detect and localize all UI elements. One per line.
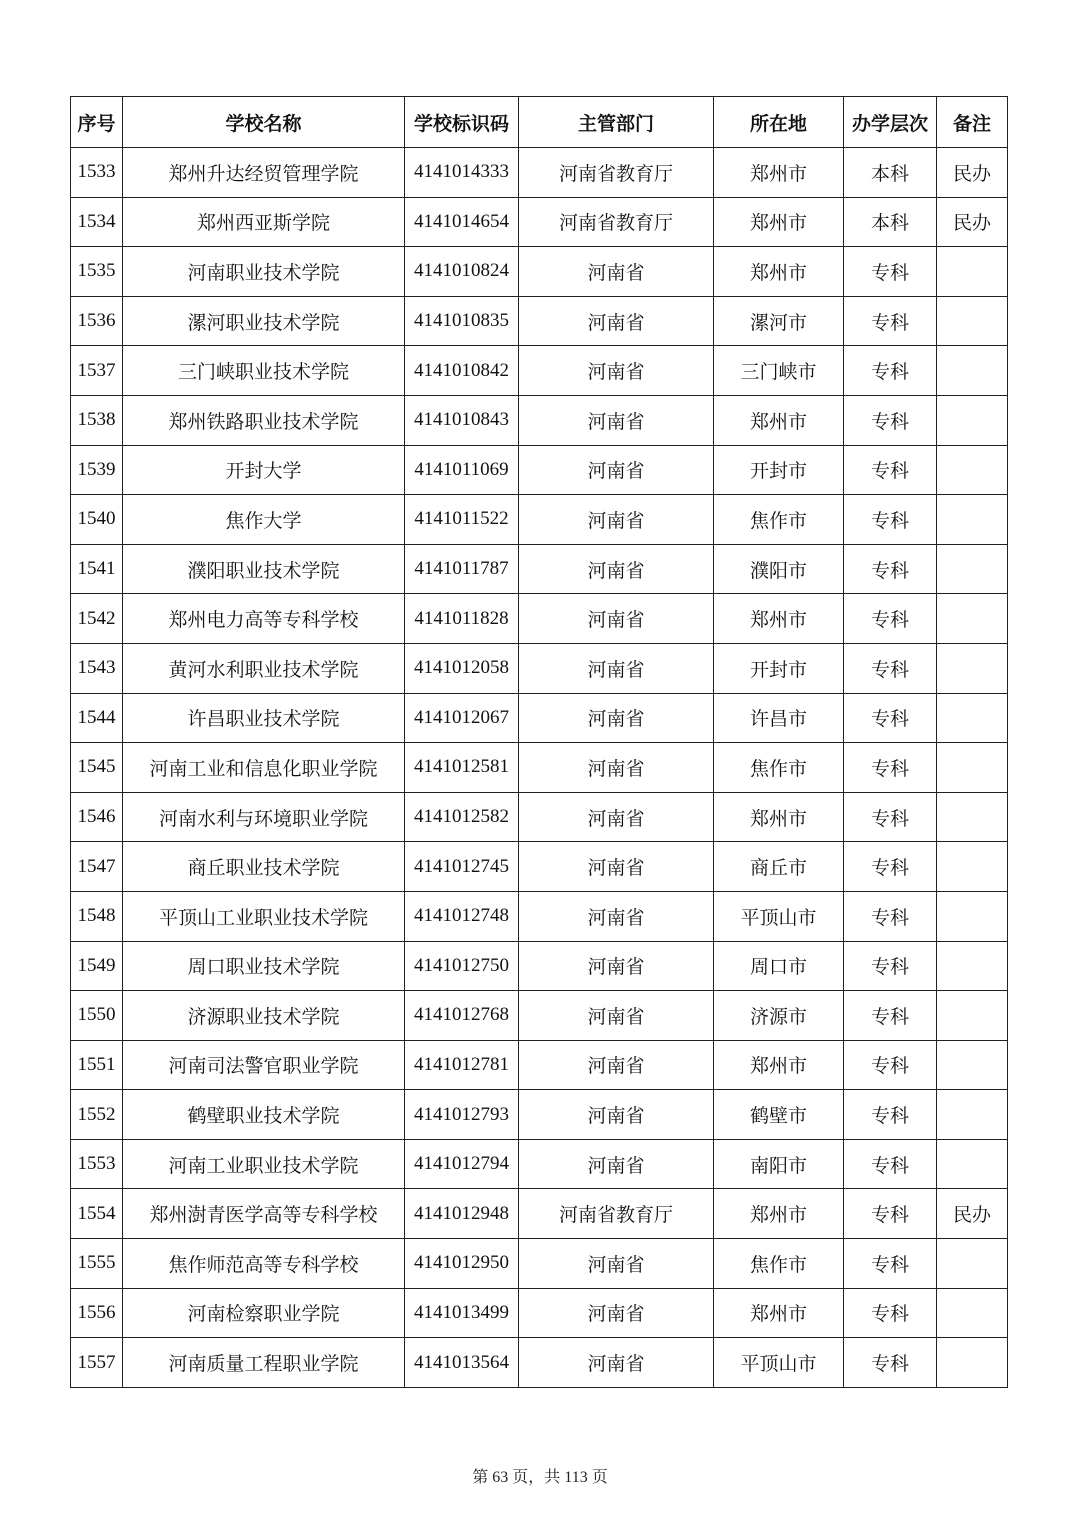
table-row bbox=[71, 296, 1008, 346]
remark-cell bbox=[937, 1139, 1008, 1189]
location-cell: 许昌市 bbox=[714, 693, 844, 743]
table-row bbox=[71, 445, 1008, 495]
school-code-cell: 4141012750 bbox=[405, 941, 519, 991]
school-name-cell: 河南职业技术学院 bbox=[123, 247, 405, 297]
remark-cell bbox=[937, 296, 1008, 346]
table-row bbox=[71, 346, 1008, 396]
school-code-cell: 4141012781 bbox=[405, 1040, 519, 1090]
table-header-row bbox=[71, 97, 1008, 148]
seq-cell: 1535 bbox=[71, 247, 123, 297]
level-cell: 专科 bbox=[844, 1040, 937, 1090]
remark-cell bbox=[937, 247, 1008, 297]
school-name-cell: 濮阳职业技术学院 bbox=[123, 544, 405, 594]
location-cell: 开封市 bbox=[714, 643, 844, 693]
location-cell: 周口市 bbox=[714, 941, 844, 991]
school-code-cell: 4141012794 bbox=[405, 1139, 519, 1189]
location-cell: 鹤壁市 bbox=[714, 1090, 844, 1140]
seq-cell: 1533 bbox=[71, 148, 123, 198]
school-code-cell: 4141012950 bbox=[405, 1239, 519, 1289]
level-cell: 专科 bbox=[844, 445, 937, 495]
department-cell: 河南省 bbox=[519, 891, 714, 941]
school-name-cell: 漯河职业技术学院 bbox=[123, 296, 405, 346]
level-cell: 本科 bbox=[844, 197, 937, 247]
remark-cell bbox=[937, 1338, 1008, 1388]
seq-cell: 1536 bbox=[71, 296, 123, 346]
school-code-cell: 4141010843 bbox=[405, 395, 519, 445]
header-remark: 备注 bbox=[937, 97, 1008, 148]
seq-cell: 1540 bbox=[71, 495, 123, 545]
location-cell: 郑州市 bbox=[714, 1189, 844, 1239]
department-cell: 河南省 bbox=[519, 247, 714, 297]
table-row bbox=[71, 743, 1008, 793]
department-cell: 河南省 bbox=[519, 693, 714, 743]
level-cell: 专科 bbox=[844, 247, 937, 297]
remark-cell bbox=[937, 1239, 1008, 1289]
remark-cell: 民办 bbox=[937, 1189, 1008, 1239]
table-row bbox=[71, 792, 1008, 842]
location-cell: 焦作市 bbox=[714, 743, 844, 793]
school-name-cell: 周口职业技术学院 bbox=[123, 941, 405, 991]
department-cell: 河南省 bbox=[519, 1090, 714, 1140]
table-row bbox=[71, 395, 1008, 445]
remark-cell bbox=[937, 544, 1008, 594]
seq-cell: 1547 bbox=[71, 842, 123, 892]
remark-cell bbox=[937, 445, 1008, 495]
level-cell: 专科 bbox=[844, 395, 937, 445]
seq-cell: 1543 bbox=[71, 643, 123, 693]
department-cell: 河南省 bbox=[519, 643, 714, 693]
department-cell: 河南省 bbox=[519, 1239, 714, 1289]
seq-cell: 1556 bbox=[71, 1288, 123, 1338]
location-cell: 平顶山市 bbox=[714, 891, 844, 941]
location-cell: 郑州市 bbox=[714, 792, 844, 842]
location-cell: 开封市 bbox=[714, 445, 844, 495]
table-row bbox=[71, 148, 1008, 198]
seq-cell: 1548 bbox=[71, 891, 123, 941]
school-code-cell: 4141014654 bbox=[405, 197, 519, 247]
table-row bbox=[71, 1040, 1008, 1090]
seq-cell: 1552 bbox=[71, 1090, 123, 1140]
location-cell: 漯河市 bbox=[714, 296, 844, 346]
seq-cell: 1546 bbox=[71, 792, 123, 842]
seq-cell: 1553 bbox=[71, 1139, 123, 1189]
department-cell: 河南省 bbox=[519, 792, 714, 842]
header-level: 办学层次 bbox=[844, 97, 937, 148]
school-name-cell: 郑州澍青医学高等专科学校 bbox=[123, 1189, 405, 1239]
table-row bbox=[71, 197, 1008, 247]
location-cell: 焦作市 bbox=[714, 1239, 844, 1289]
department-cell: 河南省教育厅 bbox=[519, 148, 714, 198]
department-cell: 河南省 bbox=[519, 991, 714, 1041]
school-name-cell: 郑州升达经贸管理学院 bbox=[123, 148, 405, 198]
table-row bbox=[71, 247, 1008, 297]
school-code-cell: 4141011828 bbox=[405, 594, 519, 644]
school-name-cell: 黄河水利职业技术学院 bbox=[123, 643, 405, 693]
location-cell: 郑州市 bbox=[714, 594, 844, 644]
seq-cell: 1537 bbox=[71, 346, 123, 396]
seq-cell: 1557 bbox=[71, 1338, 123, 1388]
school-name-cell: 平顶山工业职业技术学院 bbox=[123, 891, 405, 941]
school-code-cell: 4141011069 bbox=[405, 445, 519, 495]
department-cell: 河南省教育厅 bbox=[519, 1189, 714, 1239]
seq-cell: 1544 bbox=[71, 693, 123, 743]
level-cell: 专科 bbox=[844, 1139, 937, 1189]
department-cell: 河南省 bbox=[519, 743, 714, 793]
school-code-cell: 4141012768 bbox=[405, 991, 519, 1041]
header-school-code: 学校标识码 bbox=[405, 97, 519, 148]
level-cell: 专科 bbox=[844, 743, 937, 793]
seq-cell: 1541 bbox=[71, 544, 123, 594]
school-name-cell: 郑州电力高等专科学校 bbox=[123, 594, 405, 644]
location-cell: 郑州市 bbox=[714, 247, 844, 297]
department-cell: 河南省 bbox=[519, 495, 714, 545]
level-cell: 专科 bbox=[844, 891, 937, 941]
seq-cell: 1555 bbox=[71, 1239, 123, 1289]
level-cell: 专科 bbox=[844, 346, 937, 396]
department-cell: 河南省 bbox=[519, 544, 714, 594]
level-cell: 专科 bbox=[844, 544, 937, 594]
seq-cell: 1551 bbox=[71, 1040, 123, 1090]
department-cell: 河南省教育厅 bbox=[519, 197, 714, 247]
school-name-cell: 济源职业技术学院 bbox=[123, 991, 405, 1041]
location-cell: 郑州市 bbox=[714, 197, 844, 247]
table-row bbox=[71, 941, 1008, 991]
department-cell: 河南省 bbox=[519, 395, 714, 445]
school-code-cell: 4141013499 bbox=[405, 1288, 519, 1338]
level-cell: 专科 bbox=[844, 1189, 937, 1239]
school-code-cell: 4141011522 bbox=[405, 495, 519, 545]
location-cell: 焦作市 bbox=[714, 495, 844, 545]
table-row bbox=[71, 1239, 1008, 1289]
level-cell: 专科 bbox=[844, 1288, 937, 1338]
location-cell: 三门峡市 bbox=[714, 346, 844, 396]
level-cell: 专科 bbox=[844, 842, 937, 892]
school-name-cell: 郑州铁路职业技术学院 bbox=[123, 395, 405, 445]
header-school-name: 学校名称 bbox=[123, 97, 405, 148]
department-cell: 河南省 bbox=[519, 941, 714, 991]
level-cell: 专科 bbox=[844, 643, 937, 693]
remark-cell bbox=[937, 346, 1008, 396]
department-cell: 河南省 bbox=[519, 296, 714, 346]
department-cell: 河南省 bbox=[519, 1288, 714, 1338]
table-row bbox=[71, 1288, 1008, 1338]
table-row bbox=[71, 991, 1008, 1041]
remark-cell bbox=[937, 1040, 1008, 1090]
table-row bbox=[71, 1189, 1008, 1239]
department-cell: 河南省 bbox=[519, 1338, 714, 1388]
remark-cell: 民办 bbox=[937, 197, 1008, 247]
location-cell: 濮阳市 bbox=[714, 544, 844, 594]
seq-cell: 1550 bbox=[71, 991, 123, 1041]
school-name-cell: 郑州西亚斯学院 bbox=[123, 197, 405, 247]
school-code-cell: 4141010835 bbox=[405, 296, 519, 346]
level-cell: 专科 bbox=[844, 941, 937, 991]
department-cell: 河南省 bbox=[519, 842, 714, 892]
school-name-cell: 河南工业职业技术学院 bbox=[123, 1139, 405, 1189]
remark-cell bbox=[937, 395, 1008, 445]
school-name-cell: 河南质量工程职业学院 bbox=[123, 1338, 405, 1388]
remark-cell bbox=[937, 891, 1008, 941]
department-cell: 河南省 bbox=[519, 445, 714, 495]
department-cell: 河南省 bbox=[519, 594, 714, 644]
school-name-cell: 开封大学 bbox=[123, 445, 405, 495]
level-cell: 专科 bbox=[844, 1239, 937, 1289]
school-code-cell: 4141012948 bbox=[405, 1189, 519, 1239]
header-seq: 序号 bbox=[71, 97, 123, 148]
seq-cell: 1538 bbox=[71, 395, 123, 445]
school-code-cell: 4141012582 bbox=[405, 792, 519, 842]
school-code-cell: 4141012058 bbox=[405, 643, 519, 693]
header-location: 所在地 bbox=[714, 97, 844, 148]
remark-cell bbox=[937, 1090, 1008, 1140]
location-cell: 南阳市 bbox=[714, 1139, 844, 1189]
seq-cell: 1539 bbox=[71, 445, 123, 495]
school-name-cell: 焦作师范高等专科学校 bbox=[123, 1239, 405, 1289]
school-code-cell: 4141011787 bbox=[405, 544, 519, 594]
seq-cell: 1554 bbox=[71, 1189, 123, 1239]
school-code-cell: 4141014333 bbox=[405, 148, 519, 198]
location-cell: 商丘市 bbox=[714, 842, 844, 892]
location-cell: 郑州市 bbox=[714, 395, 844, 445]
seq-cell: 1534 bbox=[71, 197, 123, 247]
department-cell: 河南省 bbox=[519, 1139, 714, 1189]
table-row bbox=[71, 495, 1008, 545]
school-code-cell: 4141010824 bbox=[405, 247, 519, 297]
remark-cell bbox=[937, 792, 1008, 842]
school-name-cell: 河南司法警官职业学院 bbox=[123, 1040, 405, 1090]
location-cell: 郑州市 bbox=[714, 1040, 844, 1090]
level-cell: 专科 bbox=[844, 296, 937, 346]
table-body bbox=[71, 148, 1008, 1388]
table-row bbox=[71, 544, 1008, 594]
table-row bbox=[71, 643, 1008, 693]
seq-cell: 1542 bbox=[71, 594, 123, 644]
page-footer: 第 63 页，共 113 页 bbox=[472, 1469, 608, 1486]
table-row bbox=[71, 1139, 1008, 1189]
school-name-cell: 许昌职业技术学院 bbox=[123, 693, 405, 743]
level-cell: 专科 bbox=[844, 1338, 937, 1388]
location-cell: 平顶山市 bbox=[714, 1338, 844, 1388]
table-row bbox=[71, 693, 1008, 743]
remark-cell bbox=[937, 842, 1008, 892]
remark-cell bbox=[937, 941, 1008, 991]
level-cell: 专科 bbox=[844, 495, 937, 545]
remark-cell bbox=[937, 495, 1008, 545]
school-name-cell: 三门峡职业技术学院 bbox=[123, 346, 405, 396]
remark-cell: 民办 bbox=[937, 148, 1008, 198]
seq-cell: 1545 bbox=[71, 743, 123, 793]
school-name-cell: 河南水利与环境职业学院 bbox=[123, 792, 405, 842]
level-cell: 本科 bbox=[844, 148, 937, 198]
table-row bbox=[71, 1338, 1008, 1388]
school-code-cell: 4141012793 bbox=[405, 1090, 519, 1140]
remark-cell bbox=[937, 991, 1008, 1041]
remark-cell bbox=[937, 693, 1008, 743]
seq-cell: 1549 bbox=[71, 941, 123, 991]
school-name-cell: 河南工业和信息化职业学院 bbox=[123, 743, 405, 793]
school-code-cell: 4141013564 bbox=[405, 1338, 519, 1388]
location-cell: 郑州市 bbox=[714, 1288, 844, 1338]
level-cell: 专科 bbox=[844, 991, 937, 1041]
location-cell: 郑州市 bbox=[714, 148, 844, 198]
header-department: 主管部门 bbox=[519, 97, 714, 148]
school-code-cell: 4141012748 bbox=[405, 891, 519, 941]
table-row bbox=[71, 1090, 1008, 1140]
remark-cell bbox=[937, 594, 1008, 644]
department-cell: 河南省 bbox=[519, 346, 714, 396]
school-name-cell: 河南检察职业学院 bbox=[123, 1288, 405, 1338]
level-cell: 专科 bbox=[844, 693, 937, 743]
school-name-cell: 鹤壁职业技术学院 bbox=[123, 1090, 405, 1140]
school-code-cell: 4141012067 bbox=[405, 693, 519, 743]
location-cell: 济源市 bbox=[714, 991, 844, 1041]
school-code-cell: 4141010842 bbox=[405, 346, 519, 396]
remark-cell bbox=[937, 743, 1008, 793]
department-cell: 河南省 bbox=[519, 1040, 714, 1090]
remark-cell bbox=[937, 1288, 1008, 1338]
level-cell: 专科 bbox=[844, 1090, 937, 1140]
table-row bbox=[71, 891, 1008, 941]
school-list-table bbox=[70, 96, 1008, 1388]
remark-cell bbox=[937, 643, 1008, 693]
table-row bbox=[71, 842, 1008, 892]
school-code-cell: 4141012745 bbox=[405, 842, 519, 892]
school-code-cell: 4141012581 bbox=[405, 743, 519, 793]
school-name-cell: 焦作大学 bbox=[123, 495, 405, 545]
level-cell: 专科 bbox=[844, 594, 937, 644]
level-cell: 专科 bbox=[844, 792, 937, 842]
school-name-cell: 商丘职业技术学院 bbox=[123, 842, 405, 892]
table-row bbox=[71, 594, 1008, 644]
